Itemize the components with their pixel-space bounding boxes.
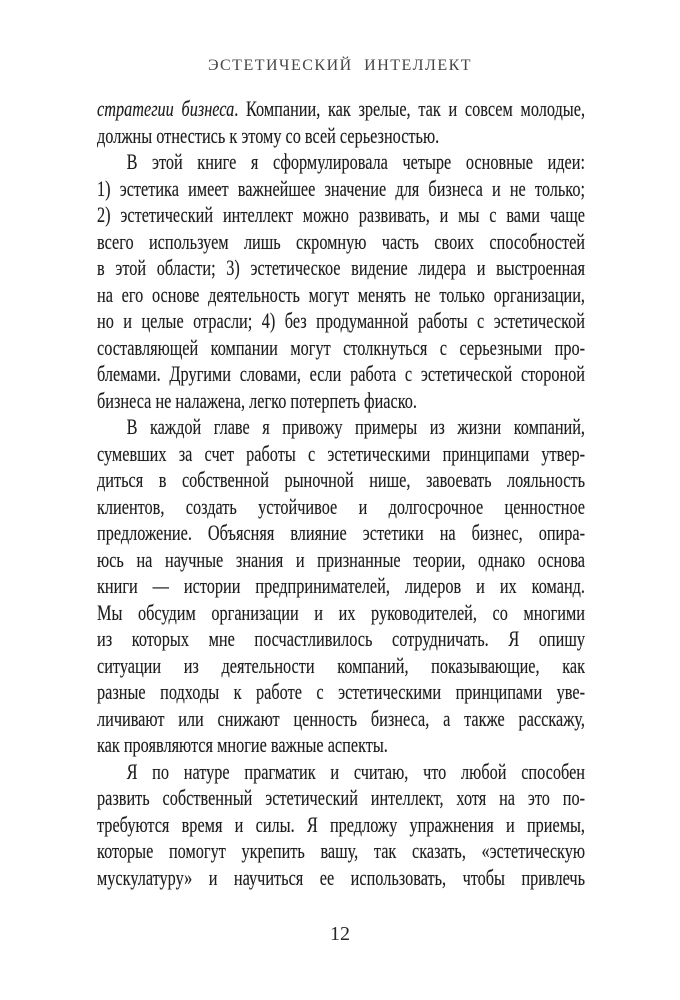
page-number: 12 (330, 923, 350, 945)
italic-text-segment: стратегии бизнеса (97, 96, 235, 121)
body-text (97, 96, 585, 891)
text-segment: сумевших за счет работы с эстетическими принципами утвер- (97, 440, 586, 466)
text-line (97, 547, 585, 574)
text-line (97, 679, 585, 706)
text-line (97, 600, 585, 627)
text-segment: бизнеса не налажена, легко потерпеть фиаско. (97, 387, 417, 413)
text-segment: развить собственный эстетический интеллект, хотя на это по- (97, 785, 586, 810)
text-segment: требуются время и силы. Я предложу упражнения и приемы, (97, 811, 586, 837)
text-line (97, 96, 585, 123)
text-segment: книги — истории предпринимателей, лидеров и их команд. (97, 573, 586, 598)
text-segment: . Компании, как зрелые, так и совсем молодые, (234, 96, 586, 121)
text-segment: но и целые отрасли; 4) без продуманной работы с эстетической (97, 308, 586, 333)
text-line (97, 361, 585, 388)
text-segment: Я по натуре прагматик и считаю, что любой способен (126, 758, 586, 784)
text-line (97, 520, 585, 547)
text-segment: ситуации из деятельности компаний, показывающие, как (97, 652, 586, 678)
text-segment: 1) эстетика имеет важнейшее значение для бизнеса и не только; (97, 175, 586, 201)
text-segment: предложение. Объясняя влияние эстетики на бизнес, опира- (97, 520, 586, 545)
text-line (97, 176, 585, 203)
text-line (97, 123, 585, 150)
text-segment: из которых мне посчастливилось сотрудничать. Я опишу (97, 626, 586, 651)
text-line (97, 308, 585, 335)
text-line (97, 865, 585, 892)
text-segment: диться в собственной рыночной нише, завоевать лояльность (97, 467, 586, 492)
text-segment: как проявляются многие важные аспекты. (97, 732, 388, 757)
text-line (97, 335, 585, 362)
text-line (97, 149, 585, 176)
text-segment: В этой книге я сформулировала четыре основные идеи: (126, 149, 586, 174)
text-segment: личивают или снижают ценность бизнеса, а также расскажу, (97, 705, 586, 731)
text-line (97, 812, 585, 839)
text-segment: составляющей компании могут столкнуться с серьезными про- (97, 334, 586, 360)
text-segment: всего используем лишь скромную часть своих способностей (97, 228, 586, 254)
text-line (97, 282, 585, 309)
text-segment: блемами. Другими словами, если работа с эстетической стороной (97, 361, 586, 386)
text-line (97, 229, 585, 256)
text-segment: разные подходы к работе с эстетическими принципами уве- (97, 679, 586, 704)
text-line (97, 202, 585, 229)
text-segment: мускулатуру» и научиться ее использовать, чтобы привлечь (97, 864, 586, 890)
text-line (97, 732, 585, 759)
text-line (97, 838, 585, 865)
text-segment: клиентов, создать устойчивое и долгосрочное ценностное (97, 493, 586, 519)
running-head: ЭСТЕТИЧЕСКИЙ ИНТЕЛЛЕКТ (207, 57, 473, 74)
text-line (97, 388, 585, 415)
text-segment: в этой области; 3) эстетическое видение лидера и выстроенная (97, 255, 586, 280)
text-line (97, 759, 585, 786)
text-line (97, 626, 585, 653)
text-segment: на его основе деятельность могут менять не только организации, (97, 281, 586, 307)
text-segment: которые помогут укрепить вашу, так сказать, «эстетическую (97, 838, 586, 863)
text-segment: В каждой главе я привожу примеры из жизни компаний, (126, 414, 586, 439)
text-segment: юсь на научные знания и признанные теории, однако основа (97, 546, 586, 572)
text-segment: 2) эстетический интеллект можно развивать, и мы с вами чаще (97, 202, 586, 227)
text-segment: Мы обсудим организации и их руководителей, со многими (97, 599, 586, 625)
text-line (97, 653, 585, 680)
text-line (97, 255, 585, 282)
text-line (97, 706, 585, 733)
text-line (97, 467, 585, 494)
text-line (97, 573, 585, 600)
text-line (97, 414, 585, 441)
text-segment: должны отнестись к этому со всей серьезностью. (97, 122, 440, 148)
text-line (97, 441, 585, 468)
text-line (97, 494, 585, 521)
text-line (97, 785, 585, 812)
